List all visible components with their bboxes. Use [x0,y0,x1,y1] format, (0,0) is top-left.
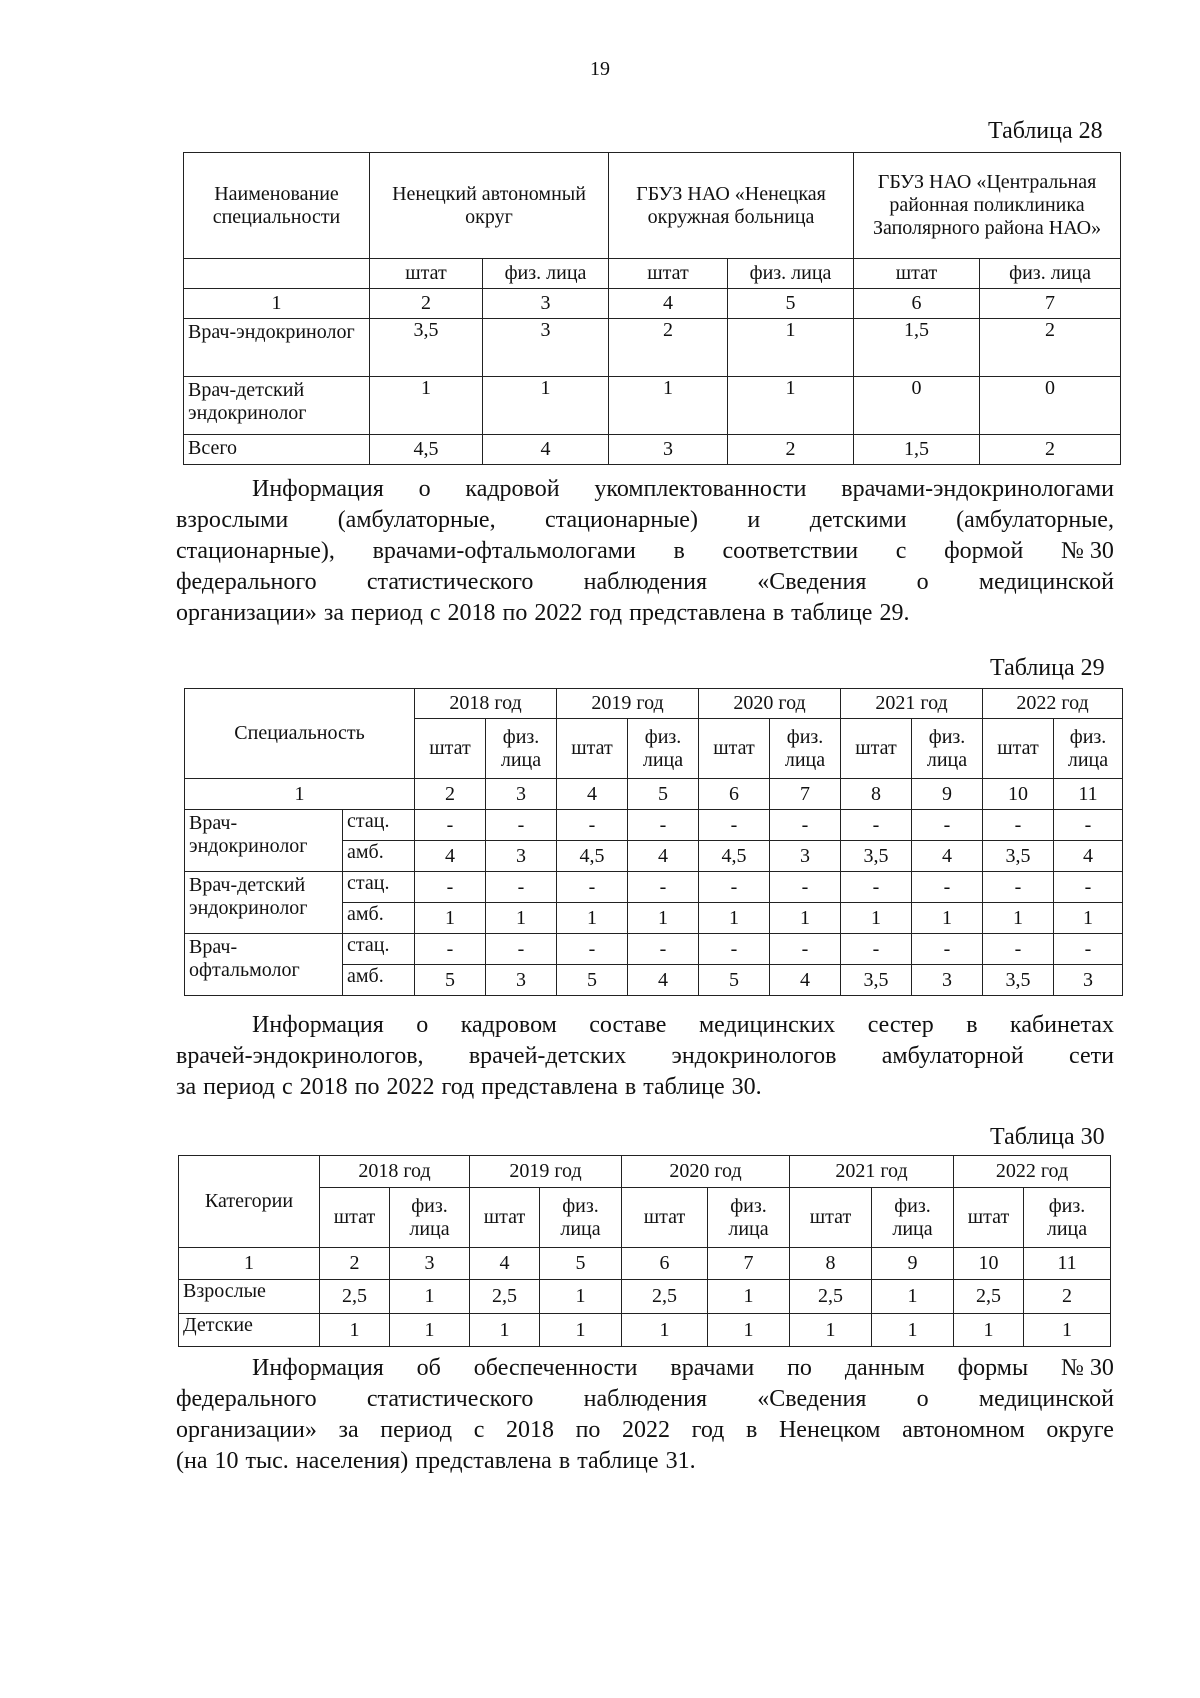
t29-cell: - [841,810,912,841]
t29-cell: - [983,810,1054,841]
t29-head-shtat: штат [841,719,912,779]
t30-cell: 1 [390,1314,470,1347]
t28-head-shtat: штат [609,259,728,289]
t30-cell: 1 [790,1314,872,1347]
t29-cell: - [770,934,841,965]
t29-head-shtat: штат [699,719,770,779]
t29-type: амб. [343,841,415,872]
t30-cell: 1 [872,1314,954,1347]
t29-group-name: Врач-детский эндокринолог [185,872,343,934]
t29-cell: 4,5 [699,841,770,872]
t29-cell: 1 [1054,903,1123,934]
t29-cell: 3,5 [841,841,912,872]
t28-head-fiz: физ. лица [728,259,854,289]
t30-cell: 2,5 [320,1280,390,1314]
t30-head-fiz: физ. лица [708,1188,790,1248]
t30-cell: 2,5 [954,1280,1024,1314]
paragraph-line: (на 10 тыс. населения) представлена в таблице 31. [176,1448,696,1474]
t29-head-year: 2021 год [841,689,983,719]
t30-num: 2 [320,1248,390,1280]
t30-head-shtat: штат [790,1188,872,1248]
t28-cell: 4 [483,435,609,465]
t30-num: 4 [470,1248,540,1280]
t28-cell: 1,5 [854,319,980,377]
t29-cell: - [415,810,486,841]
t29-cell: 5 [699,965,770,996]
t29-head-year: 2018 год [415,689,557,719]
t28-num: 4 [609,289,728,319]
t30-head-fiz: физ. лица [390,1188,470,1248]
t29-cell: - [699,934,770,965]
t28-head-shtat: штат [370,259,483,289]
t28-cell: 2 [728,435,854,465]
t28-cell: 0 [980,377,1121,435]
t28-cell: 0 [854,377,980,435]
t30-cell: 2,5 [790,1280,872,1314]
t30-head-year: 2021 год [790,1156,954,1188]
t29-cell: - [699,872,770,903]
t28-head-fiz: физ. лица [483,259,609,289]
t28-num: 7 [980,289,1121,319]
table-30-caption: Таблица 30 [990,1124,1105,1150]
t29-cell: - [841,872,912,903]
paragraph-line: Информация о кадровой укомплектованности врачами-эндокринологами [252,476,1114,502]
t30-cell: 1 [320,1314,390,1347]
t29-cell: 4 [415,841,486,872]
t29-cell: - [415,934,486,965]
t29-cell: 1 [628,903,699,934]
t30-cell: 1 [872,1280,954,1314]
t29-head-shtat: штат [557,719,628,779]
paragraph-3 [176,1353,1114,1477]
t30-head-fiz: физ. лица [1024,1188,1111,1248]
t30-num: 3 [390,1248,470,1280]
t29-head-year: 2020 год [699,689,841,719]
t29-cell: - [983,872,1054,903]
t29-cell: - [628,934,699,965]
t30-cell: 1 [954,1314,1024,1347]
table-28-caption: Таблица 28 [988,118,1103,144]
t29-type: стац. [343,934,415,965]
paragraph-line: стационарные), врачами-офтальмологами в соответствии с формой № 30 [176,538,1114,564]
t29-cell: 1 [983,903,1054,934]
t29-cell: 3 [486,841,557,872]
t29-cell: - [486,810,557,841]
t28-head-shtat: штат [854,259,980,289]
t29-cell: - [699,810,770,841]
t28-cell: 1 [370,377,483,435]
paragraph-2 [176,1010,1114,1103]
t29-cell: - [1054,934,1123,965]
t29-num: 1 [185,779,415,810]
t30-head-year: 2020 год [622,1156,790,1188]
t28-num: 3 [483,289,609,319]
t28-cell: 1 [728,377,854,435]
t28-cell: 1,5 [854,435,980,465]
t29-head-fiz: физ. лица [912,719,983,779]
t29-cell: - [770,872,841,903]
t30-num: 5 [540,1248,622,1280]
t29-cell: - [557,810,628,841]
t29-cell: - [841,934,912,965]
t29-num: 10 [983,779,1054,810]
t28-cell: 2 [609,319,728,377]
t30-row-name: Взрослые [179,1280,320,1314]
t29-cell: - [486,934,557,965]
t29-num: 5 [628,779,699,810]
t29-cell: - [415,872,486,903]
t30-head-year: 2018 год [320,1156,470,1188]
t29-cell: 3 [486,965,557,996]
t29-num: 4 [557,779,628,810]
t29-cell: 4,5 [557,841,628,872]
t30-cell: 1 [390,1280,470,1314]
t29-cell: 1 [699,903,770,934]
t28-cell: 4,5 [370,435,483,465]
t29-head-fiz: физ. лица [486,719,557,779]
t29-num: 8 [841,779,912,810]
t30-num: 8 [790,1248,872,1280]
t29-cell: - [557,934,628,965]
t29-head-shtat: штат [415,719,486,779]
t29-cell: 1 [770,903,841,934]
t29-head-year: 2022 год [983,689,1123,719]
t30-cell: 2 [1024,1280,1111,1314]
t29-head-fiz: физ. лица [770,719,841,779]
t29-cell: - [912,872,983,903]
t30-num: 10 [954,1248,1024,1280]
t29-cell: 4 [770,965,841,996]
t28-row-name: Врач-детский эндокринолог [184,377,370,435]
t29-cell: - [628,810,699,841]
t29-cell: - [1054,810,1123,841]
t28-head-name: Наименование специальности [184,153,370,259]
t30-num: 1 [179,1248,320,1280]
t29-cell: 3,5 [841,965,912,996]
t30-cell: 1 [470,1314,540,1347]
t30-head-shtat: штат [470,1188,540,1248]
t30-head-shtat: штат [320,1188,390,1248]
t29-cell: - [912,934,983,965]
t30-head-shtat: штат [954,1188,1024,1248]
t29-num: 6 [699,779,770,810]
t30-head-cat: Категории [179,1156,320,1248]
t29-cell: - [912,810,983,841]
t28-num: 2 [370,289,483,319]
t28-cell: 1 [728,319,854,377]
t29-type: стац. [343,872,415,903]
t30-num: 7 [708,1248,790,1280]
table-30 [178,1155,1111,1347]
paragraph-1 [176,474,1114,629]
t29-type: амб. [343,965,415,996]
t29-head-fiz: физ. лица [628,719,699,779]
t30-head-year: 2022 год [954,1156,1111,1188]
t29-group-name: Врач-офтальмолог [185,934,343,996]
t29-head-shtat: штат [983,719,1054,779]
t29-num: 11 [1054,779,1123,810]
t29-cell: - [1054,872,1123,903]
t30-cell: 2,5 [470,1280,540,1314]
paragraph-line: за период с 2018 по 2022 год представлена в таблице 30. [176,1074,762,1100]
t29-cell: 5 [557,965,628,996]
t28-head-blank [184,259,370,289]
t30-num: 11 [1024,1248,1111,1280]
t29-cell: 1 [486,903,557,934]
page-number: 19 [590,58,610,80]
t29-cell: 4 [628,841,699,872]
t29-num: 7 [770,779,841,810]
t30-row-name: Детские [179,1314,320,1347]
t30-head-fiz: физ. лица [540,1188,622,1248]
t29-cell: 1 [415,903,486,934]
table-28 [183,152,1121,465]
t28-cell: 3 [483,319,609,377]
paragraph-line: организации» за период с 2018 по 2022 год представлена в таблице 29. [176,600,910,626]
t30-cell: 2,5 [622,1280,708,1314]
t29-type: амб. [343,903,415,934]
t28-row-name: Врач-эндокринолог [184,319,370,377]
t29-cell: - [983,934,1054,965]
t28-row-name: Всего [184,435,370,465]
t29-cell: 1 [912,903,983,934]
t30-cell: 1 [540,1314,622,1347]
t29-type: стац. [343,810,415,841]
t28-cell: 1 [483,377,609,435]
table-29-caption: Таблица 29 [990,655,1105,681]
t29-cell: 3,5 [983,965,1054,996]
t30-cell: 1 [622,1314,708,1347]
paragraph-line: федерального статистического наблюдения «Сведения о медицинской [176,1386,1114,1412]
t28-num: 6 [854,289,980,319]
t28-num: 5 [728,289,854,319]
t29-cell: - [557,872,628,903]
t29-cell: - [770,810,841,841]
t29-cell: - [628,872,699,903]
t29-cell: 4 [1054,841,1123,872]
t29-cell: 4 [628,965,699,996]
t29-cell: 5 [415,965,486,996]
t30-cell: 1 [540,1280,622,1314]
t29-cell: 1 [841,903,912,934]
paragraph-line: Информация об обеспеченности врачами по данным формы № 30 [252,1355,1114,1381]
t30-head-shtat: штат [622,1188,708,1248]
table-29 [184,688,1123,996]
t29-cell: 3 [1054,965,1123,996]
t29-head-spec: Специальность [185,689,415,779]
paragraph-line: организации» за период с 2018 по 2022 год в Ненецком автономном округе [176,1417,1114,1443]
t28-head-col3: ГБУЗ НАО «Центральная районная поликлиника Заполярного района НАО» [854,153,1121,259]
paragraph-line: Информация о кадровом составе медицинских сестер в кабинетах [252,1012,1114,1038]
t28-head-col1: Ненецкий автономный округ [370,153,609,259]
t28-head-col2: ГБУЗ НАО «Ненецкая окружная больница [609,153,854,259]
t29-cell: - [486,872,557,903]
t29-cell: 3,5 [983,841,1054,872]
t29-cell: 4 [912,841,983,872]
t30-head-fiz: физ. лица [872,1188,954,1248]
t30-cell: 1 [1024,1314,1111,1347]
t28-cell: 2 [980,319,1121,377]
t29-num: 9 [912,779,983,810]
t28-cell: 2 [980,435,1121,465]
t29-num: 2 [415,779,486,810]
t28-cell: 3 [609,435,728,465]
t29-num: 3 [486,779,557,810]
paragraph-line: взрослыми (амбулаторные, стационарные) и детскими (амбулаторные, [176,507,1114,533]
t30-cell: 1 [708,1314,790,1347]
t29-group-name: Врач-эндокринолог [185,810,343,872]
t28-num: 1 [184,289,370,319]
paragraph-line: врачей-эндокринологов, врачей-детских эндокринологов амбулаторной сети [176,1043,1114,1069]
t28-cell: 3,5 [370,319,483,377]
t29-cell: 3 [770,841,841,872]
t29-head-year: 2019 год [557,689,699,719]
t30-num: 9 [872,1248,954,1280]
t29-head-fiz: физ. лица [1054,719,1123,779]
t28-cell: 1 [609,377,728,435]
paragraph-line: федерального статистического наблюдения «Сведения о медицинской [176,569,1114,595]
t30-num: 6 [622,1248,708,1280]
t29-cell: 3 [912,965,983,996]
t30-head-year: 2019 год [470,1156,622,1188]
t29-cell: 1 [557,903,628,934]
t28-head-fiz: физ. лица [980,259,1121,289]
t30-cell: 1 [708,1280,790,1314]
